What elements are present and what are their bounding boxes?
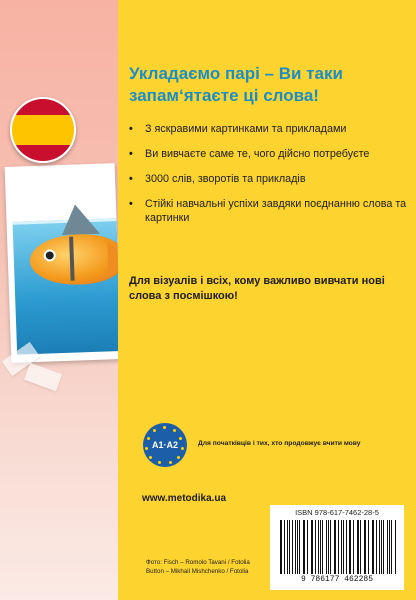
barcode-bar [365, 520, 366, 574]
eu-star [145, 447, 148, 450]
credit-line-1: Фото: Fisch – Romolo Tavani / Fotolia [146, 559, 250, 566]
feature-item [129, 147, 414, 161]
level-note: Для початківців і тих, хто продовжує вчити мову [198, 440, 361, 447]
eu-star [181, 447, 184, 450]
barcode-bar [299, 520, 300, 574]
barcode-bar [343, 520, 344, 574]
level-badge-text: A1·A2 [151, 440, 178, 450]
eu-star [173, 429, 176, 432]
feature-text: З яскравими картинками та прикладами [145, 123, 347, 135]
feature-item [129, 197, 414, 225]
feature-item [129, 172, 414, 186]
left-decorative-strip [0, 0, 118, 600]
barcode-bar [360, 520, 361, 574]
goldfish-shark-fin-photo [5, 163, 122, 363]
isbn-number: ISBN 978-617-7462-28-5 [295, 508, 379, 517]
barcode-bar [334, 520, 335, 574]
eu-star [147, 437, 150, 440]
barcode-bar [372, 520, 373, 574]
photo-credits [146, 558, 250, 576]
flag-red-top [12, 99, 74, 115]
eu-star [149, 456, 152, 459]
eu-star [179, 437, 182, 440]
feature-text: Ви вивчаєте саме те, чого дійсно потребуєте [145, 148, 370, 160]
barcode [280, 520, 396, 574]
eu-star [177, 456, 180, 459]
feature-item [129, 122, 414, 136]
website-url: www.metodika.ua [142, 493, 227, 504]
tagline: Для візуалів і всіх, кому важливо вивчати нові слова з посмішкою! [129, 275, 385, 302]
eu-star [158, 461, 161, 464]
flag-red-bottom [12, 145, 74, 161]
barcode-bar [391, 520, 392, 574]
eu-star [153, 429, 156, 432]
barcode-digits: 9 786177 462285 [300, 575, 373, 584]
headline-line-1: Укладаємо парі – Ви таки [129, 64, 343, 83]
bullet-dot: • [129, 173, 133, 185]
headline-line-2: запам‘ятаєте ці слова! [129, 86, 319, 105]
barcode-bar [312, 520, 313, 574]
barcode-bar [307, 520, 308, 574]
barcode-bar [387, 520, 388, 574]
yellow-panel [118, 0, 416, 600]
barcode-bar [284, 520, 285, 574]
eu-star [163, 426, 166, 429]
barcode-bar [350, 520, 351, 574]
bullet-dot: • [129, 198, 133, 210]
bullet-dot: • [129, 123, 133, 135]
barcode-bar [341, 520, 342, 574]
tape-strip [24, 363, 62, 392]
shark-fin [61, 204, 100, 235]
feature-list [129, 122, 414, 236]
headline [129, 63, 414, 107]
bullet-dot: • [129, 148, 133, 160]
flag-yellow [12, 115, 74, 145]
spain-flag-button [10, 97, 76, 163]
barcode-bar [379, 520, 380, 574]
barcode-bar [326, 520, 327, 574]
level-badge [143, 423, 187, 467]
isbn-barcode-box [270, 505, 404, 590]
feature-text: Стійкі навчальні успіхи завдяки поєднанню слова та картинки [145, 198, 407, 224]
barcode-bar [289, 520, 290, 574]
credit-line-2: Button – Mikhail Mishchenko / Fotolia [146, 568, 249, 575]
eu-star [169, 461, 172, 464]
barcode-bar [297, 520, 298, 574]
barcode-bar [320, 520, 321, 574]
feature-text: 3000 слів, зворотів та прикладів [145, 173, 306, 185]
